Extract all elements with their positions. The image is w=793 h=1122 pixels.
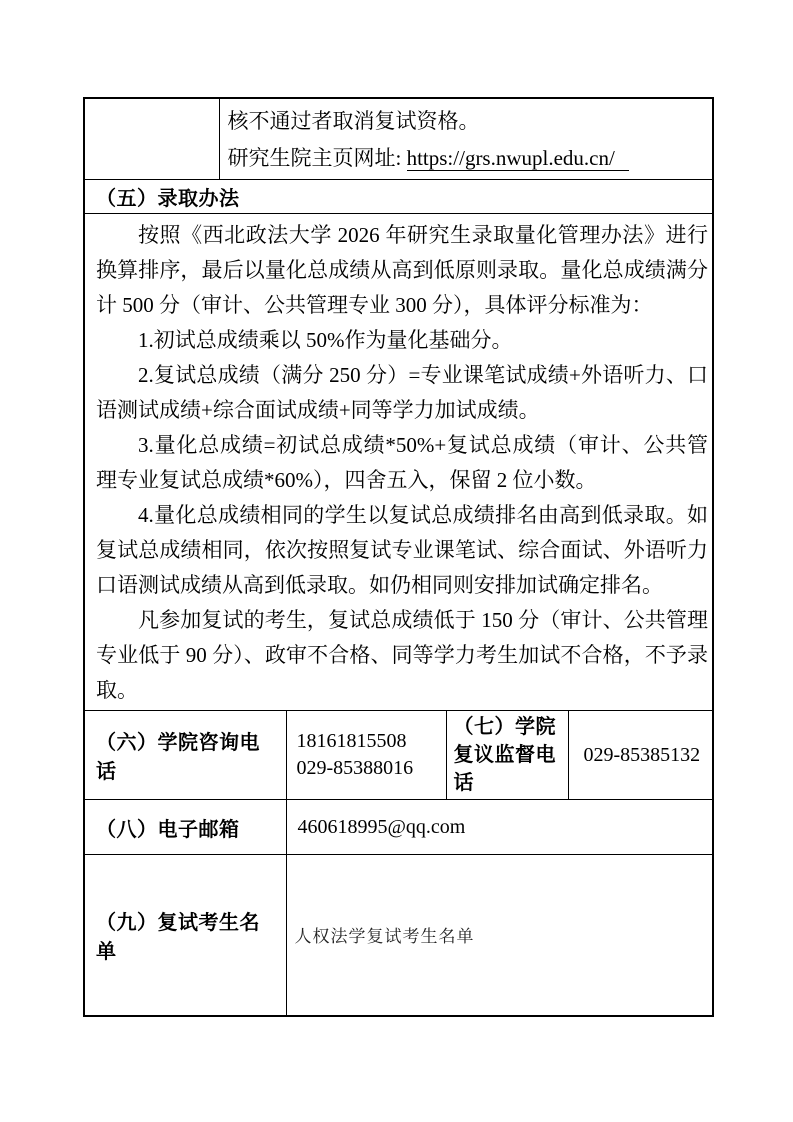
table-row xyxy=(84,180,713,214)
review-note-cell xyxy=(219,98,713,180)
consult-phone-label-cell xyxy=(84,711,286,800)
rules-item-3: 3.量化总成绩=初试总成绩*50%+复试总成绩（审计、公共管理专业复试总成绩*60%），四舍五入，保留 2 位小数。 xyxy=(96,433,709,492)
candidate-list-label-cell xyxy=(84,855,286,1016)
consult-phone-mobile: 18161815508 xyxy=(296,730,407,752)
supervision-phone-label-cell xyxy=(446,711,568,800)
candidate-list-link[interactable]: 人权法学复试考生名单 xyxy=(294,927,475,947)
supervision-phone-number: 029-85385132 xyxy=(583,743,701,766)
consult-phone-landline: 029-85388016 xyxy=(296,757,414,779)
email-label-cell xyxy=(84,800,286,855)
table-row xyxy=(84,98,713,180)
rules-item-4: 4.量化总成绩相同的学生以复试总成绩排名由高到低录取。如复试总成绩相同，依次按照复试专业课笔试、综合面试、外语听力口语测试成绩从高到低录取。如仍相同则安排加试确定排名。 xyxy=(96,503,709,597)
gradschool-homepage-link[interactable]: https://grs.nwupl.edu.cn/ xyxy=(407,146,629,171)
supervision-phone-label: （七）学院复议监督电话 xyxy=(453,716,556,794)
supervision-phone-value-cell xyxy=(568,711,713,800)
consult-phone-values-cell xyxy=(286,711,446,800)
rules-paragraph-threshold: 凡参加复试的考生，复试总成绩低于 150 分（审计、公共管理专业低于 90 分）、政审不合格、同等学力考生加试不合格，不予录取。 xyxy=(96,608,709,702)
rules-item-1: 1.初试总成绩乘以 50%作为量化基础分。 xyxy=(138,328,513,352)
empty-spanner-cell xyxy=(84,98,219,180)
consult-phone-label: （六）学院咨询电话 xyxy=(96,732,260,783)
table-row xyxy=(84,855,713,1016)
email-value-cell xyxy=(286,800,713,855)
section5-heading-cell xyxy=(84,180,713,214)
gradschool-homepage-line xyxy=(228,140,705,177)
rules-paragraph-intro: 按照《西北政法大学 2026 年研究生录取量化管理办法》进行换算排序，最后以量化总成绩从高到低原则录取。量化总成绩满分计 500 分（审计、公共管理专业 300 分），具体评分标准为： xyxy=(96,223,709,317)
candidate-list-value-cell xyxy=(286,855,713,1016)
candidate-list-label: （九）复试考生名单 xyxy=(96,911,260,963)
admission-rules-cell xyxy=(84,214,713,711)
email-label: （八）电子邮箱 xyxy=(96,818,240,841)
gradschool-homepage-label: 研究生院主页网址: xyxy=(227,146,407,170)
rules-item-2: 2.复试总成绩（满分 250 分）=专业课笔试成绩+外语听力、口语测试成绩+综合面试成绩+同等学力加试成绩。 xyxy=(96,363,709,422)
admission-table xyxy=(83,97,714,1017)
section5-title: （五）录取办法 xyxy=(96,188,240,210)
review-note-text: 核不通过者取消复试资格。 xyxy=(227,109,480,133)
email-address: 460618995@qq.com xyxy=(297,815,466,838)
table-row xyxy=(84,214,713,711)
table-row xyxy=(84,800,713,855)
table-row xyxy=(84,711,713,800)
